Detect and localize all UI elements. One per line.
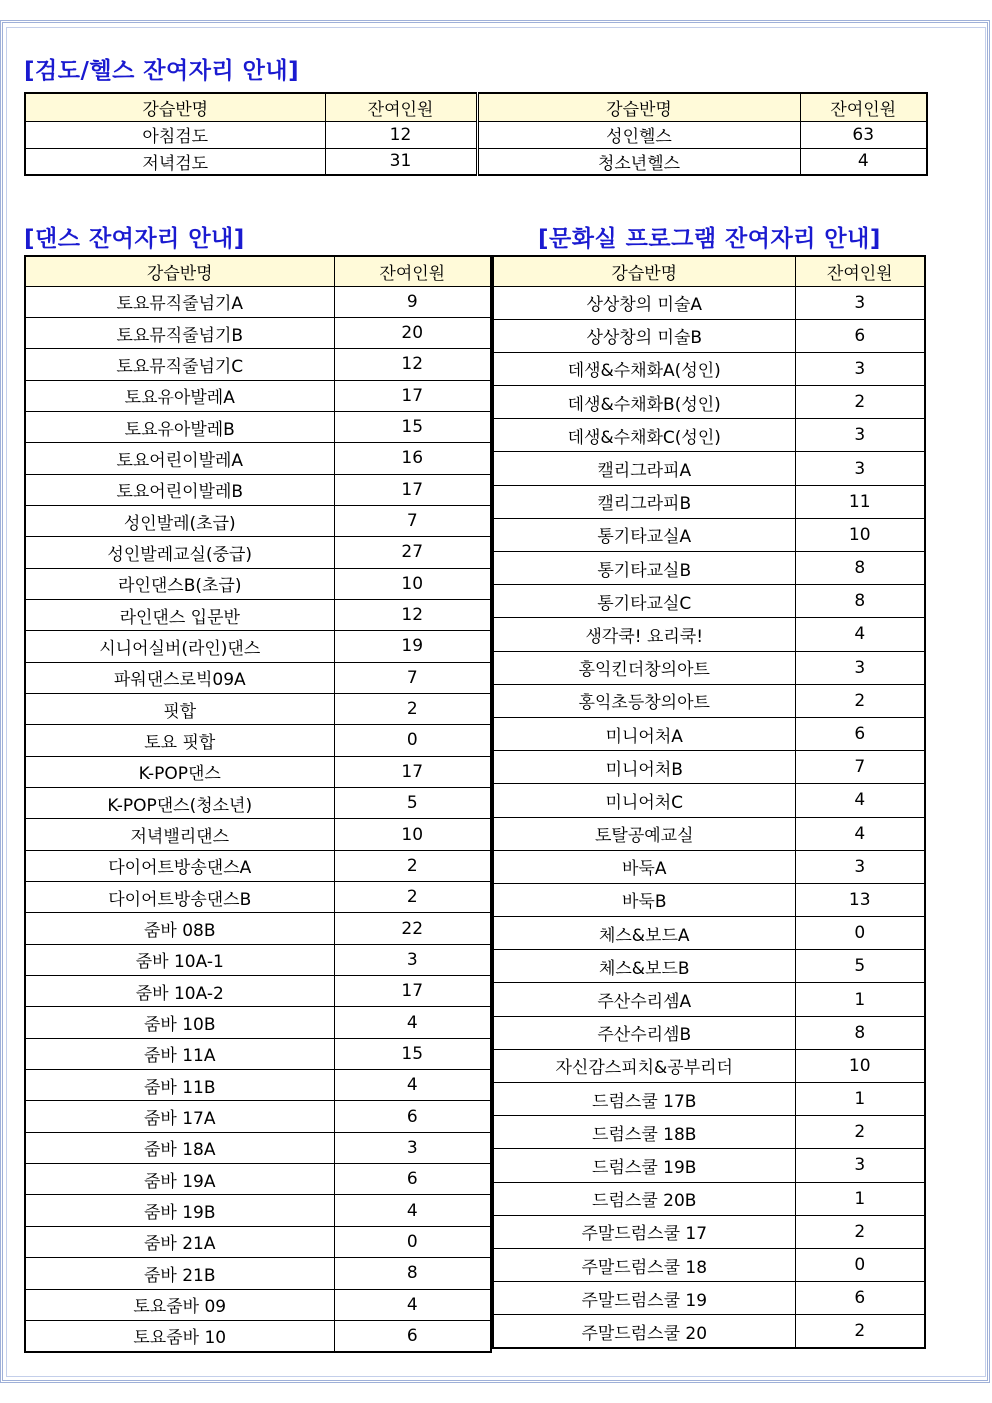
dance-header-row bbox=[25, 256, 491, 286]
table-row bbox=[493, 518, 925, 551]
class-name-cell: 줌바 19B bbox=[25, 1195, 334, 1226]
class-name-cell: 토요어린이발레A bbox=[25, 443, 334, 474]
remaining-count-cell: 15 bbox=[334, 1038, 491, 1069]
remaining-count-cell: 12 bbox=[334, 349, 491, 380]
table-row bbox=[493, 386, 925, 419]
table-row bbox=[493, 717, 925, 750]
remaining-count-cell: 0 bbox=[795, 1248, 925, 1281]
class-name-cell: 토요줌바 10 bbox=[25, 1320, 334, 1351]
remaining-count-cell: 16 bbox=[334, 443, 491, 474]
remaining-count-cell: 3 bbox=[334, 944, 491, 975]
remaining-count-cell: 4 bbox=[334, 1007, 491, 1038]
table-row bbox=[25, 1038, 491, 1069]
remaining-count-cell: 12 bbox=[334, 599, 491, 630]
remaining-count-cell: 2 bbox=[334, 850, 491, 881]
remaining-count-cell: 2 bbox=[795, 684, 925, 717]
class-name-cell: 체스&보드B bbox=[493, 950, 795, 983]
remaining-count-cell: 6 bbox=[334, 1320, 491, 1351]
remaining-count-cell: 4 bbox=[795, 784, 925, 817]
class-name-cell: 캘리그라피A bbox=[493, 452, 795, 485]
remaining-count-cell: 5 bbox=[795, 950, 925, 983]
table-row bbox=[25, 913, 491, 944]
remaining-count-cell: 3 bbox=[795, 850, 925, 883]
remaining-count-cell: 20 bbox=[334, 317, 491, 348]
remaining-count-cell: 10 bbox=[334, 568, 491, 599]
class-name-cell: 바둑B bbox=[493, 883, 795, 916]
class-name-cell: 토요유아발레B bbox=[25, 411, 334, 442]
remaining-count-cell: 4 bbox=[800, 148, 927, 175]
dance-table bbox=[24, 255, 492, 1353]
remaining-count-cell: 17 bbox=[334, 474, 491, 505]
remaining-count-cell: 3 bbox=[795, 419, 925, 452]
class-name-cell: 저녁밸리댄스 bbox=[25, 819, 334, 850]
table-row bbox=[493, 485, 925, 518]
table-row bbox=[493, 1049, 925, 1082]
table-row bbox=[25, 631, 491, 662]
table-row bbox=[25, 693, 491, 724]
remaining-count-cell: 6 bbox=[334, 1101, 491, 1132]
class-name-cell: 데생&수채화A(성인) bbox=[493, 352, 795, 385]
remaining-count-cell: 13 bbox=[795, 883, 925, 916]
class-name-cell: 저녁검도 bbox=[25, 148, 325, 175]
table-row bbox=[493, 1215, 925, 1248]
table-row bbox=[25, 599, 491, 630]
class-name-cell: 주말드럼스쿨 17 bbox=[493, 1215, 795, 1248]
table-row bbox=[25, 1289, 491, 1320]
remaining-count-cell: 1 bbox=[795, 1083, 925, 1116]
class-name-cell: 토요유아발레A bbox=[25, 380, 334, 411]
table-row bbox=[25, 411, 491, 442]
table-row bbox=[25, 505, 491, 536]
class-name-cell: 드럼스쿨 18B bbox=[493, 1116, 795, 1149]
remaining-count-cell: 15 bbox=[334, 411, 491, 442]
table-row bbox=[25, 1258, 491, 1289]
table-row bbox=[25, 568, 491, 599]
class-name-cell: 상상창의 미술B bbox=[493, 319, 795, 352]
remaining-count-cell: 3 bbox=[795, 352, 925, 385]
table-row bbox=[25, 474, 491, 505]
table-row bbox=[493, 850, 925, 883]
class-name-cell: 줌바 18A bbox=[25, 1132, 334, 1163]
class-name-cell: 주말드럼스쿨 19 bbox=[493, 1282, 795, 1315]
table-row bbox=[25, 976, 491, 1007]
remaining-count-cell: 3 bbox=[795, 1149, 925, 1182]
remaining-count-cell: 8 bbox=[334, 1258, 491, 1289]
table-row bbox=[493, 1248, 925, 1281]
class-name-cell: 캘리그라피B bbox=[493, 485, 795, 518]
table-row bbox=[25, 1070, 491, 1101]
class-name-cell: 줌바 21A bbox=[25, 1226, 334, 1257]
class-name-cell: 주말드럼스쿨 20 bbox=[493, 1315, 795, 1348]
class-name-cell: 통기타교실B bbox=[493, 552, 795, 585]
remaining-count-cell: 4 bbox=[334, 1195, 491, 1226]
remaining-count-cell: 6 bbox=[795, 319, 925, 352]
remaining-count-cell: 7 bbox=[334, 662, 491, 693]
remaining-count-cell: 9 bbox=[334, 286, 491, 317]
dance-header-remaining: 잔여인원 bbox=[334, 256, 491, 286]
class-name-cell: 홍익킨더창의아트 bbox=[493, 651, 795, 684]
table-row bbox=[493, 917, 925, 950]
class-name-cell: 줌바 11B bbox=[25, 1070, 334, 1101]
remaining-count-cell: 2 bbox=[795, 386, 925, 419]
class-name-cell: 시니어실버(라인)댄스 bbox=[25, 631, 334, 662]
table-row bbox=[493, 552, 925, 585]
table-row bbox=[25, 1320, 491, 1351]
table-row bbox=[25, 756, 491, 787]
table-row bbox=[25, 1007, 491, 1038]
class-name-cell: 미니어처B bbox=[493, 751, 795, 784]
class-name-cell: 줌바 10A-1 bbox=[25, 944, 334, 975]
remaining-count-cell: 4 bbox=[795, 817, 925, 850]
table-row bbox=[25, 349, 491, 380]
table-row bbox=[493, 452, 925, 485]
table-row bbox=[25, 380, 491, 411]
class-name-cell: 토요 핏합 bbox=[25, 725, 334, 756]
class-name-cell: 라인댄스B(초급) bbox=[25, 568, 334, 599]
class-name-cell: 주산수리셈B bbox=[493, 1016, 795, 1049]
class-name-cell: 파워댄스로빅09A bbox=[25, 662, 334, 693]
class-name-cell: 줌바 10B bbox=[25, 1007, 334, 1038]
class-name-cell: 줌바 10A-2 bbox=[25, 976, 334, 1007]
class-name-cell: 줌바 17A bbox=[25, 1101, 334, 1132]
culture-section-title: [문화실 프로그램 잔여자리 안내] bbox=[538, 226, 881, 252]
table-row bbox=[493, 1083, 925, 1116]
remaining-count-cell: 7 bbox=[795, 751, 925, 784]
table-row bbox=[493, 684, 925, 717]
table-row bbox=[493, 883, 925, 916]
table-row bbox=[25, 1226, 491, 1257]
class-name-cell: 성인헬스 bbox=[477, 121, 800, 148]
table-row bbox=[25, 788, 491, 819]
class-name-cell: 다이어트방송댄스B bbox=[25, 882, 334, 913]
remaining-count-cell: 4 bbox=[334, 1070, 491, 1101]
culture-header-class: 강습반명 bbox=[493, 256, 795, 286]
class-name-cell: 미니어처C bbox=[493, 784, 795, 817]
remaining-count-cell: 8 bbox=[795, 552, 925, 585]
remaining-count-cell: 11 bbox=[795, 485, 925, 518]
remaining-count-cell: 5 bbox=[334, 788, 491, 819]
remaining-count-cell: 0 bbox=[334, 1226, 491, 1257]
remaining-count-cell: 3 bbox=[795, 286, 925, 319]
table-row bbox=[493, 817, 925, 850]
dance-section-title: [댄스 잔여자리 안내] bbox=[24, 226, 245, 252]
class-name-cell: 통기타교실C bbox=[493, 585, 795, 618]
class-name-cell: 토요뮤직줄넘기B bbox=[25, 317, 334, 348]
class-name-cell: 줌바 21B bbox=[25, 1258, 334, 1289]
remaining-count-cell: 6 bbox=[795, 717, 925, 750]
remaining-count-cell: 10 bbox=[334, 819, 491, 850]
table-row bbox=[25, 944, 491, 975]
class-name-cell: 성인발레교실(중급) bbox=[25, 537, 334, 568]
class-name-cell: 줌바 19A bbox=[25, 1164, 334, 1195]
class-name-cell: K-POP댄스(청소년) bbox=[25, 788, 334, 819]
remaining-count-cell: 4 bbox=[334, 1289, 491, 1320]
class-name-cell: 라인댄스 입문반 bbox=[25, 599, 334, 630]
class-name-cell: 상상창의 미술A bbox=[493, 286, 795, 319]
table-row bbox=[493, 319, 925, 352]
class-name-cell: 홍익초등창의아트 bbox=[493, 684, 795, 717]
class-name-cell: 자신감스피치&공부리더 bbox=[493, 1049, 795, 1082]
table-row bbox=[25, 1132, 491, 1163]
class-name-cell: 토요어린이발레B bbox=[25, 474, 334, 505]
gym-header-remaining: 잔여인원 bbox=[325, 93, 477, 121]
table-row bbox=[493, 585, 925, 618]
class-name-cell: 생각쿡! 요리쿡! bbox=[493, 618, 795, 651]
class-name-cell: 성인발레(초급) bbox=[25, 505, 334, 536]
table-row bbox=[493, 618, 925, 651]
table-row bbox=[493, 751, 925, 784]
table-row bbox=[493, 651, 925, 684]
class-name-cell: 줌바 08B bbox=[25, 913, 334, 944]
table-row bbox=[493, 983, 925, 1016]
gym-section-title: [검도/헬스 잔여자리 안내] bbox=[24, 58, 300, 84]
remaining-count-cell: 2 bbox=[795, 1215, 925, 1248]
table-row bbox=[25, 819, 491, 850]
table-row bbox=[493, 419, 925, 452]
culture-header-row bbox=[493, 256, 925, 286]
table-row bbox=[25, 148, 927, 175]
table-row bbox=[25, 537, 491, 568]
remaining-count-cell: 12 bbox=[325, 121, 477, 148]
class-name-cell: 데생&수채화B(성인) bbox=[493, 386, 795, 419]
remaining-count-cell: 17 bbox=[334, 380, 491, 411]
remaining-count-cell: 2 bbox=[334, 882, 491, 913]
table-row bbox=[493, 950, 925, 983]
remaining-count-cell: 10 bbox=[795, 1049, 925, 1082]
table-row bbox=[25, 850, 491, 881]
remaining-count-cell: 8 bbox=[795, 585, 925, 618]
class-name-cell: 드럼스쿨 19B bbox=[493, 1149, 795, 1182]
remaining-count-cell: 0 bbox=[334, 725, 491, 756]
remaining-count-cell: 3 bbox=[795, 651, 925, 684]
remaining-count-cell: 6 bbox=[795, 1282, 925, 1315]
gym-table bbox=[24, 92, 928, 176]
gym-header-remaining-2: 잔여인원 bbox=[800, 93, 927, 121]
class-name-cell: 통기타교실A bbox=[493, 518, 795, 551]
remaining-count-cell: 17 bbox=[334, 976, 491, 1007]
class-name-cell: 미니어처A bbox=[493, 717, 795, 750]
class-name-cell: 줌바 11A bbox=[25, 1038, 334, 1069]
table-row bbox=[493, 1182, 925, 1215]
remaining-count-cell: 0 bbox=[795, 917, 925, 950]
remaining-count-cell: 2 bbox=[795, 1116, 925, 1149]
table-row bbox=[493, 1116, 925, 1149]
class-name-cell: 핏합 bbox=[25, 693, 334, 724]
remaining-count-cell: 7 bbox=[334, 505, 491, 536]
remaining-count-cell: 19 bbox=[334, 631, 491, 662]
remaining-count-cell: 22 bbox=[334, 913, 491, 944]
remaining-count-cell: 2 bbox=[795, 1315, 925, 1348]
class-name-cell: 토요줌바 09 bbox=[25, 1289, 334, 1320]
table-row bbox=[25, 317, 491, 348]
remaining-count-cell: 8 bbox=[795, 1016, 925, 1049]
remaining-count-cell: 1 bbox=[795, 983, 925, 1016]
class-name-cell: 드럼스쿨 17B bbox=[493, 1083, 795, 1116]
class-name-cell: 토요뮤직줄넘기C bbox=[25, 349, 334, 380]
class-name-cell: K-POP댄스 bbox=[25, 756, 334, 787]
table-row bbox=[25, 1101, 491, 1132]
culture-header-remaining: 잔여인원 bbox=[795, 256, 925, 286]
class-name-cell: 주산수리셈A bbox=[493, 983, 795, 1016]
remaining-count-cell: 3 bbox=[334, 1132, 491, 1163]
remaining-count-cell: 3 bbox=[795, 452, 925, 485]
class-name-cell: 아침검도 bbox=[25, 121, 325, 148]
remaining-count-cell: 2 bbox=[334, 693, 491, 724]
table-row bbox=[493, 352, 925, 385]
table-row bbox=[493, 1016, 925, 1049]
class-name-cell: 체스&보드A bbox=[493, 917, 795, 950]
remaining-count-cell: 63 bbox=[800, 121, 927, 148]
dance-header-class: 강습반명 bbox=[25, 256, 334, 286]
remaining-count-cell: 17 bbox=[334, 756, 491, 787]
culture-table bbox=[492, 255, 926, 1349]
table-row bbox=[25, 662, 491, 693]
class-name-cell: 바둑A bbox=[493, 850, 795, 883]
remaining-count-cell: 27 bbox=[334, 537, 491, 568]
remaining-count-cell: 31 bbox=[325, 148, 477, 175]
class-name-cell: 청소년헬스 bbox=[477, 148, 800, 175]
remaining-count-cell: 1 bbox=[795, 1182, 925, 1215]
table-row bbox=[25, 121, 927, 148]
remaining-count-cell: 4 bbox=[795, 618, 925, 651]
table-row bbox=[25, 882, 491, 913]
table-row bbox=[25, 1164, 491, 1195]
class-name-cell: 주말드럼스쿨 18 bbox=[493, 1248, 795, 1281]
table-row bbox=[25, 725, 491, 756]
remaining-count-cell: 10 bbox=[795, 518, 925, 551]
remaining-count-cell: 6 bbox=[334, 1164, 491, 1195]
class-name-cell: 토탈공예교실 bbox=[493, 817, 795, 850]
table-row bbox=[493, 1315, 925, 1348]
class-name-cell: 데생&수채화C(성인) bbox=[493, 419, 795, 452]
class-name-cell: 다이어트방송댄스A bbox=[25, 850, 334, 881]
table-row bbox=[493, 286, 925, 319]
table-row bbox=[25, 443, 491, 474]
table-row bbox=[493, 1149, 925, 1182]
table-row bbox=[493, 1282, 925, 1315]
table-row bbox=[493, 784, 925, 817]
gym-header-row bbox=[25, 93, 927, 121]
table-row bbox=[25, 1195, 491, 1226]
table-row bbox=[25, 286, 491, 317]
class-name-cell: 드럼스쿨 20B bbox=[493, 1182, 795, 1215]
gym-header-class: 강습반명 bbox=[25, 93, 325, 121]
gym-header-class-2: 강습반명 bbox=[477, 93, 800, 121]
class-name-cell: 토요뮤직줄넘기A bbox=[25, 286, 334, 317]
